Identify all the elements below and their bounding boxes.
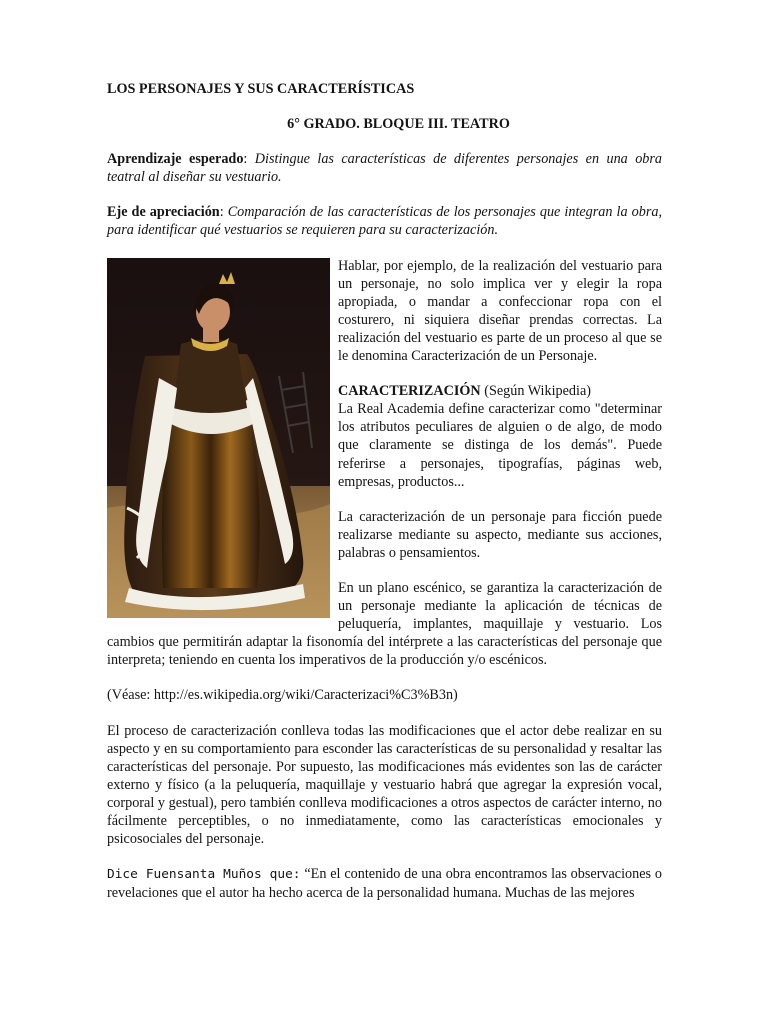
caracterizacion-definition: La Real Academia define caracterizar como "determinar los atributos peculiares de alguien o de algo, de modo que claramente se distinga de los demás". Puede referirse a personajes, tipografías, páginas web, empresas, productos... [338,401,662,490]
eje-label: Eje de apreciación [107,204,220,221]
aprendizaje-text: Distingue las características de diferentes personajes en una obra teatral al diseñar su vestuario. [107,151,662,186]
document-subtitle: 6° GRADO. BLOQUE III. TEATRO [287,116,510,133]
eje-paragraph [107,203,662,239]
aprendizaje-label: Aprendizaje esperado [107,151,244,168]
aprendizaje-separator: : [243,151,255,168]
eje-text: Comparación de las características de los personajes que integran la obra, para identificar qué vestuarios se requieren para su caracterización. [107,204,662,239]
paragraph-proceso: El proceso de caracterización conlleva todas las modificaciones que el actor debe realizar en su aspecto y en su comportamiento para esconder las características de su personalidad y resaltar las características del personaje. Por supuesto, las modificaciones más evidentes son las de carácter externo y físico (a la peluquería, maquillaje y vestuario habrá que agregar la expresión vocal, corporal y gestual), pero también conlleva modificaciones a otros aspectos de carácter interno, no fácilmente perceptibles, o no inmediatamente, como las características emocionales y psicosociales del personaje. [107,722,662,848]
paragraph-quote [107,865,662,902]
paragraph-intro: Hablar, por ejemplo, de la realización del vestuario para un personaje, no solo implica ver y elegir la ropa apropiada, o mandar a confeccionar ropa con el costurero, ni siquiera diseñar prendas correctas. La realización del vestuario es parte de un proceso al que se le denomina Caracterización de un Personaje. [338,257,662,365]
costume-photo [107,258,330,618]
caracterizacion-source: (Según Wikipedia) [480,383,591,400]
reference-link: (Véase: http://es.wikipedia.org/wiki/Caracterizaci%C3%B3n) [107,687,458,704]
eje-separator: : [219,204,228,221]
document-title: LOS PERSONAJES Y SUS CARACTERÍSTICAS [107,81,415,97]
paragraph-escenico: En un plano escénico, se garantiza la caracterización de un personaje mediante la aplicación de técnicas de peluquería, implantes, maquillaje y vestuario. Los cambios que permitirán adaptar la fisonomía del intérprete a las características del personaje que interpreta; teniendo en cuenta los imperativos de la producción y/o escénicos. [107,579,662,669]
quote-lead: Dice Fuensanta Muños que: [107,867,301,883]
quote-text: “En el contenido de una obra encontramos las observaciones o revelaciones que el autor ha hecho acerca de la personalidad humana. Muchas de las mejores [107,866,662,902]
aprendizaje-paragraph [107,150,662,186]
paragraph-ficcion: La caracterización de un personaje para ficción puede realizarse mediante su aspecto, mediante sus acciones, palabras o pensamientos. [338,508,662,561]
caracterizacion-title: CARACTERIZACIÓN [338,383,481,400]
document-body [107,80,662,919]
